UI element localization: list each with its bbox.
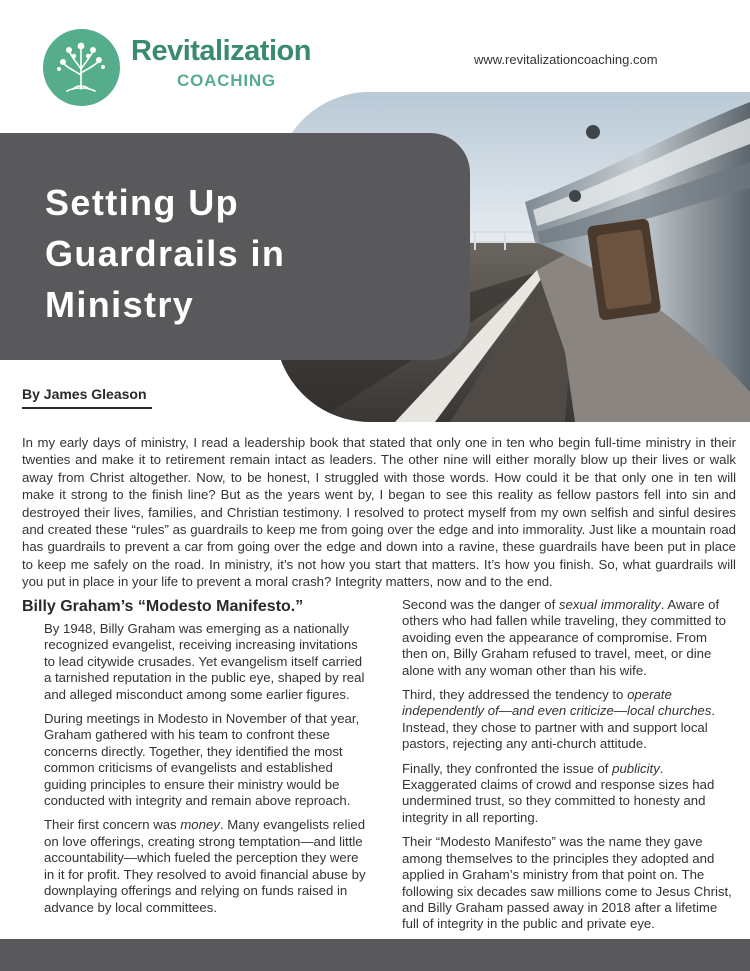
emphasis: money <box>180 817 220 833</box>
section-heading: Billy Graham’s “Modesto Manifesto.” <box>22 598 304 615</box>
right-column <box>402 597 732 941</box>
left-column <box>44 621 372 924</box>
paragraph: Third, they addressed the tendency to operate independently of—and even criticize—local churches. Instead, they chose to partner with and support local pastors, rejecting any anti-church attitude. <box>402 687 716 752</box>
byline: By James Gleason <box>22 386 147 402</box>
paragraph: Second was the danger of sexual immorality. Aware of others who had fallen while traveling, they committed to avoiding even the appearance of compromise. From then on, Billy Graham refused to travel, meet, or dine alone with any woman other than his wife. <box>402 597 726 678</box>
brand-name: Revitalization <box>131 35 311 67</box>
site-url[interactable]: www.revitalizationcoaching.com <box>474 52 658 67</box>
paragraph: During meetings in Modesto in November of that year, Graham gathered with his team to confront these concerns directly. Together, they identified the most common criticisms of evangelists and established guiding principles to ensure their ministry would be conducted with integrity and remain above reproach. <box>44 711 360 809</box>
page-title: Setting Up Guardrails in Ministry <box>45 182 286 325</box>
paragraph: By 1948, Billy Graham was emerging as a nationally recognized evangelist, receiving increasing invitations to lead citywide crusades. Yet evangelism itself carried a tarnished reputation in the public eye, shaped by real and alleged misconduct among some earlier figures. <box>44 621 365 702</box>
emphasis: sexual immorality <box>558 597 661 612</box>
footer-bar <box>0 939 750 971</box>
paragraph: Finally, they confronted the issue of publicity. Exaggerated claims of crowd and response sizes had undermined trust, so they committed to honesty and integrity in all reporting. <box>402 760 715 825</box>
tree-icon <box>43 29 120 106</box>
brand-subtitle: COACHING <box>177 71 276 90</box>
byline-underline <box>22 407 152 409</box>
paragraph: Their “Modesto Manifesto” was the name they gave among themselves to the principles they adopted and applied in Graham’s ministry from that point on. The following six decades saw millions come to Jesus Christ, and Billy Graham passed away in 2018 after a lifetime full of integrity in the public and private eye. <box>402 834 732 932</box>
intro-paragraph: In my early days of ministry, I read a leadership book that stated that only one in ten who begin full-time ministry in their twenties and make it to retirement remain intact as leaders. The other nine will either morally blow up their lives or walk away from Christ altogether. Now, to be honest, I struggled with those words. How could it be that only one in ten will make it strong to the finish line? But as the years went by, I began to see this reality as fellow pastors fell into sin and destroyed their lives, families, and Christian testimony. I resolved to protect myself from my own selfish and sinful desires and created these “rules” as guardrails to keep me from going over the edge and into immorality. Just like a mountain road has guardrails to prevent a car from going over the edge and down into a ravine, these guardrails have been put in place to keep me safely on the road. In ministry, it’s not how you start that matters. It’s how you finish. So, what guardrails will you put in place in your life to prevent a moral crash? Integrity matters, now and to the end. <box>22 435 736 590</box>
paragraph: Their first concern was money. Many evangelists relied on love offerings, creating strong temptation—and little accountability—which fueled the perception they were in it for profit. They resolved to avoid financial abuse by downplaying offerings and relying on funds raised in advance by local committees. <box>44 817 366 915</box>
logo-mark <box>43 29 120 106</box>
emphasis: operate independently of—and even criticize—local churches <box>402 687 712 719</box>
emphasis: publicity <box>612 760 660 776</box>
